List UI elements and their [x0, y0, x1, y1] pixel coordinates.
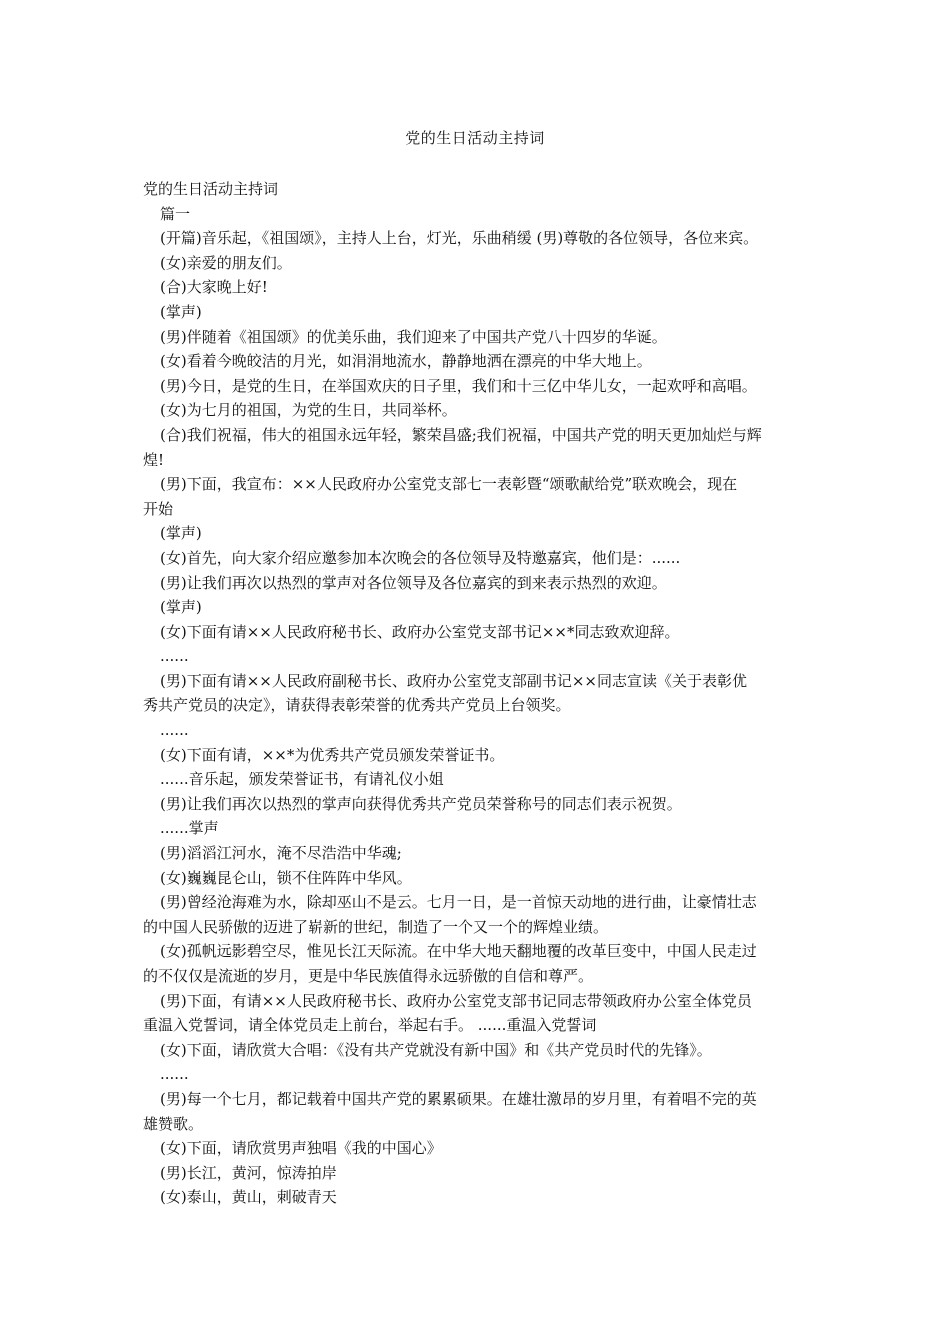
text-line: (掌声)	[160, 598, 202, 617]
text-line: 开始	[143, 499, 174, 518]
text-line: (女)下面，请欣赏男声独唱《我的中国心》	[160, 1139, 442, 1158]
text-line: (女)孤帆远影碧空尽，惟见长江天际流。在中华大地天翻地覆的改革巨变中，中国人民走过	[160, 942, 757, 961]
document-body	[143, 177, 823, 1210]
text-line: 煌!	[143, 450, 165, 469]
text-line: (开篇)音乐起，《祖国颂》，主持人上台，灯光，乐曲稍缓 (男)尊敬的各位领导，各位来宾。	[160, 229, 759, 248]
text-line: (男)下面有请××人民政府副秘书长、政府办公室党支部副书记××同志宣读《关于表彰优	[160, 671, 747, 690]
text-line: (男)让我们再次以热烈的掌声向获得优秀共产党员荣誉称号的同志们表示祝贺。	[160, 794, 682, 813]
text-line: (女)首先，向大家介绍应邀参加本次晚会的各位领导及特邀嘉宾，他们是：......	[160, 548, 681, 567]
text-line: 秀共产党员的决定》，请获得表彰荣誉的优秀共产党员上台领奖。	[143, 696, 571, 715]
text-line: (男)下面，我宣布：××人民政府办公室党支部七一表彰暨“颂歌献给党”联欢晚会，现在	[160, 475, 738, 494]
text-line: ......音乐起，颁发荣誉证书，有请礼仪小姐	[160, 770, 444, 789]
text-line: (女)下面有请，××*为优秀共产党员颁发荣誉证书。	[160, 745, 505, 764]
text-line: (女)下面，请欣赏大合唱：《没有共产党就没有新中国》和《共产党员时代的先锋》。	[160, 1040, 712, 1059]
text-line: (男)下面，有请××人民政府秘书长、政府办公室党支部书记同志带领政府办公室全体党员	[160, 991, 752, 1010]
text-line: (合)我们祝福，伟大的祖国永远年轻，繁荣昌盛;我们祝福，中国共产党的明天更加灿烂与辉	[160, 425, 762, 444]
text-line: (女)巍巍昆仑山，锁不住阵阵中华风。	[160, 868, 412, 887]
text-line: (男)长江，黄河，惊涛拍岸	[160, 1163, 337, 1182]
text-line: (女)为七月的祖国，为党的生日，共同举杯。	[160, 401, 457, 420]
text-line: ......掌声	[160, 819, 219, 838]
text-line: (男)每一个七月，都记载着中国共产党的累累硕果。在雄壮激昂的岁月里，有着唱不完的英	[160, 1089, 757, 1108]
text-line: (男)滔滔江河水，淹不尽浩浩中华魂;	[160, 844, 402, 863]
document-title: 党的生日活动主持词	[405, 129, 545, 147]
text-line: (女)泰山，黄山，刺破青天	[160, 1188, 337, 1207]
text-line: (男)伴随着《祖国颂》的优美乐曲，我们迎来了中国共产党八十四岁的华诞。	[160, 327, 667, 346]
text-line: (男)曾经沧海难为水，除却巫山不是云。七月一日，是一首惊天动地的进行曲，让豪情壮志	[160, 893, 757, 912]
text-line: ......	[160, 721, 189, 740]
text-line: 重温入党誓词，请全体党员走上前台，举起右手。 ......重温入党誓词	[143, 1016, 597, 1035]
text-line: (男)让我们再次以热烈的掌声对各位领导及各位嘉宾的到来表示热烈的欢迎。	[160, 573, 667, 592]
text-line: (掌声)	[160, 302, 202, 321]
text-line: ......	[160, 1065, 189, 1084]
text-line: 雄赞歌。	[143, 1114, 204, 1133]
text-line: (男)今日，是党的生日，在举国欢庆的日子里，我们和十三亿中华儿女，一起欢呼和高唱。	[160, 376, 757, 395]
text-line: ......	[160, 647, 189, 666]
text-line: (女)亲爱的朋友们。	[160, 253, 292, 272]
text-line: 的中国人民骄傲的迈进了崭新的世纪，制造了一个又一个的辉煌业绩。	[143, 917, 609, 936]
text-line: 的不仅仅是流逝的岁月，更是中华民族值得永远骄傲的自信和尊严。	[143, 967, 594, 985]
text-line: (女)看着今晚皎洁的月光，如涓涓地流水，静静地洒在漂亮的中华大地上。	[160, 352, 652, 371]
text-line: (女)下面有请××人民政府秘书长、政府办公室党支部书记××*同志致欢迎辞。	[160, 622, 680, 641]
text-line: 党的生日活动主持词	[143, 180, 279, 198]
text-line: (合)大家晚上好!	[160, 278, 268, 297]
text-line: (掌声)	[160, 524, 202, 543]
text-line: 篇一	[160, 204, 191, 223]
